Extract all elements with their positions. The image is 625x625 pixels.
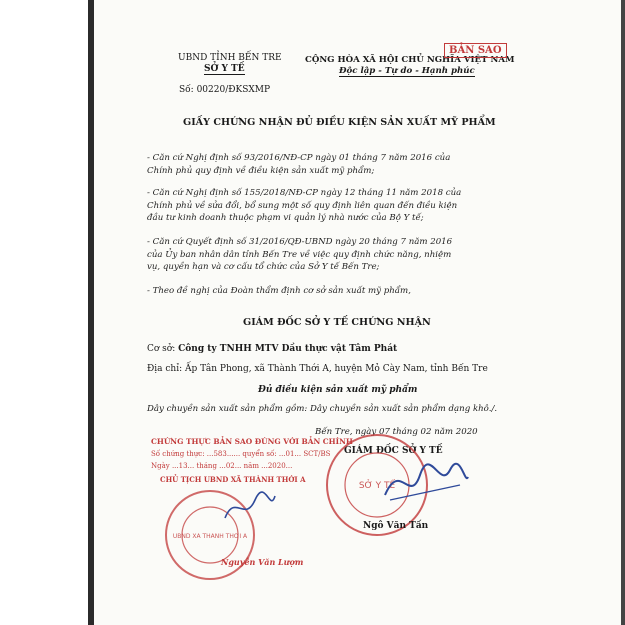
- signer-name: Ngô Văn Tấn: [363, 521, 429, 531]
- legal-basis-4: - Theo đề nghị của Đoàn thẩm định cơ sở sản xuất mỹ phẩm,: [147, 286, 411, 296]
- scan-border-right: [621, 0, 625, 625]
- certified-copy-number: Số chứng thực: ...583...... quyển số: ...01... SCT/BS: [151, 450, 331, 458]
- legal-basis-2: - Căn cứ Nghị định số 155/2018/NĐ-CP ngày 12 tháng 11 năm 2018 của Chính phủ về sửa đổi, bổ sung một số quy định liên quan đến điều kiện đầu tư kinh doanh thuộc phạm vi quản lý nhà nước của Bộ Y tế;: [147, 188, 462, 224]
- facility-name: Công ty TNHH MTV Dầu thực vật Tâm Phát: [178, 344, 398, 354]
- certified-copy-date: Ngày ...13... tháng ...02... năm ...2020...: [151, 462, 293, 470]
- issue-date: Bến Tre, ngày 07 tháng 02 năm 2020: [315, 427, 478, 437]
- official-signature: [220, 488, 280, 528]
- national-motto: Độc lập - Tự do - Hạnh phúc: [339, 66, 475, 76]
- certifying-official-name: Nguyễn Văn Lượm: [221, 557, 304, 567]
- certify-heading: GIÁM ĐỐC SỞ Y TẾ CHỨNG NHẬN: [243, 317, 431, 328]
- product-line: Dây chuyền sản xuất sản phẩm gồm: Dây chuyền sản xuất sản phẩm dạng khô./.: [147, 404, 498, 414]
- certified-copy-heading: CHỨNG THỰC BẢN SAO ĐÚNG VỚI BẢN CHÍNH: [151, 437, 353, 446]
- commune-seal-text: UBND XÃ THÀNH THỚI A: [172, 533, 248, 540]
- signer-title: GIÁM ĐỐC SỞ Y TẾ: [344, 446, 443, 456]
- document-title: GIẤY CHỨNG NHẬN ĐỦ ĐIỀU KIỆN SẢN XUẤT MỸ PHẨM: [183, 117, 496, 128]
- address-line: [147, 364, 488, 374]
- facility-line: [147, 344, 397, 354]
- certified-copy-signer-title: CHỦ TỊCH UBND XÃ THÀNH THỚI A: [160, 475, 306, 484]
- national-title: CỘNG HÒA XÃ HỘI CHỦ NGHĨA VIỆT NAM: [305, 55, 515, 65]
- issuer-authority: UBND TỈNH BẾN TRE: [178, 53, 282, 63]
- issuer-department: SỞ Y TẾ: [204, 64, 245, 74]
- legal-basis-1: - Căn cứ Nghị định số 93/2016/NĐ-CP ngày 01 tháng 7 năm 2016 của Chính phủ quy định về điều kiện sản xuất mỹ phẩm;: [147, 153, 451, 176]
- copy-stamp: BẢN SAO: [444, 43, 507, 58]
- address-label: Địa chỉ:: [147, 364, 183, 374]
- legal-basis-3: - Căn cứ Quyết định số 31/2016/QĐ-UBND ngày 20 tháng 7 năm 2016 của Ủy ban nhân dân tỉnh Bến Tre về việc quy định chức năng, nhiệm vụ, quyền hạn và cơ cấu tổ chức của Sở Y tế Bến Tre;: [147, 237, 453, 273]
- address-value: Ấp Tân Phong, xã Thành Thới A, huyện Mỏ Cày Nam, tỉnh Bến Tre: [185, 364, 488, 374]
- official-seal-text: SỞ Y TẾ: [358, 481, 396, 491]
- facility-label: Cơ sở:: [147, 344, 176, 354]
- document-number: Số: 00220/ĐKSXMP: [179, 85, 271, 95]
- director-signature: [380, 455, 470, 510]
- eligibility-statement: Đủ điều kiện sản xuất mỹ phẩm: [258, 385, 418, 395]
